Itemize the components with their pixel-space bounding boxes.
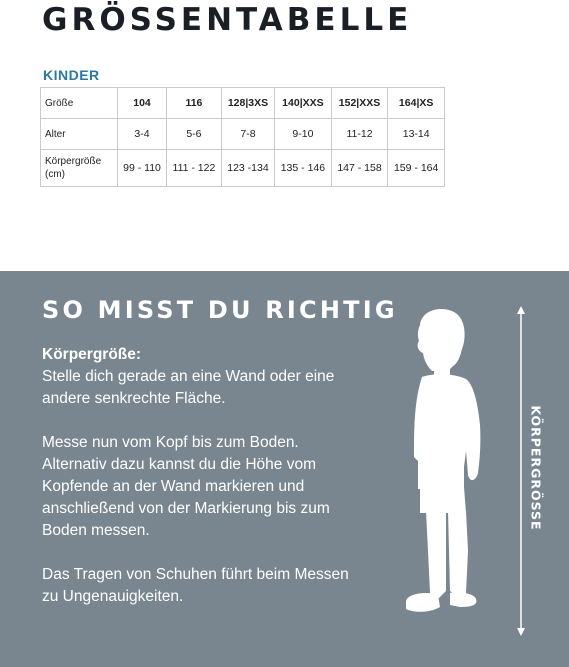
table-cell: 7-8 — [221, 119, 274, 150]
size-cell: 128|3XS — [221, 88, 274, 119]
table-cell: 9-10 — [275, 119, 332, 150]
table-cell: 111 - 122 — [167, 150, 222, 187]
instructions — [42, 344, 352, 630]
child-silhouette-icon — [390, 301, 500, 641]
table-cell: 135 - 146 — [275, 150, 332, 187]
table-cell: 13-14 — [388, 119, 445, 150]
size-cell: 140|XXS — [275, 88, 332, 119]
instruction-paragraph-1 — [42, 344, 352, 410]
table-cell: 99 - 110 — [118, 150, 167, 187]
instruction-text: Stelle dich gerade an eine Wand oder eine andere senkrechte Fläche. — [42, 368, 335, 407]
table-row — [41, 119, 445, 150]
row-label: Alter — [41, 119, 118, 150]
size-cell: 152|XXS — [331, 88, 388, 119]
how-to-measure-panel — [0, 271, 569, 667]
table-cell: 5-6 — [167, 119, 222, 150]
table-cell: 11-12 — [331, 119, 388, 150]
row-label: Körpergröße (cm) — [41, 150, 118, 187]
table-cell: 147 - 158 — [331, 150, 388, 187]
section-subtitle: KINDER — [43, 67, 100, 83]
instruction-paragraph-3: Das Tragen von Schuhen führt beim Messen zu Ungenauigkeiten. — [42, 566, 349, 605]
how-to-title: SO MISST DU RICHTIG — [42, 296, 398, 324]
table-cell: 3-4 — [118, 119, 167, 150]
height-measure-arrow — [516, 306, 526, 636]
size-cell: 104 — [118, 88, 167, 119]
table-header-row — [41, 88, 445, 119]
instruction-label: Körpergröße: — [42, 346, 142, 363]
size-cell: 164|XS — [388, 88, 445, 119]
page-title: GRÖSSENTABELLE — [42, 2, 413, 38]
table-row — [41, 150, 445, 187]
table-cell: 159 - 164 — [388, 150, 445, 187]
table-cell: 123 -134 — [221, 150, 274, 187]
row-label: Größe — [41, 88, 118, 119]
size-cell: 116 — [167, 88, 222, 119]
height-label: KÖRPERGRÖSSE — [528, 405, 544, 531]
instruction-paragraph-2: Messe nun vom Kopf bis zum Boden. Alternativ dazu kannst du die Höhe vom Kopfende an der Wand markieren und anschließend von der Markierung bis zum Boden messen. — [42, 434, 330, 539]
size-table — [40, 87, 445, 187]
